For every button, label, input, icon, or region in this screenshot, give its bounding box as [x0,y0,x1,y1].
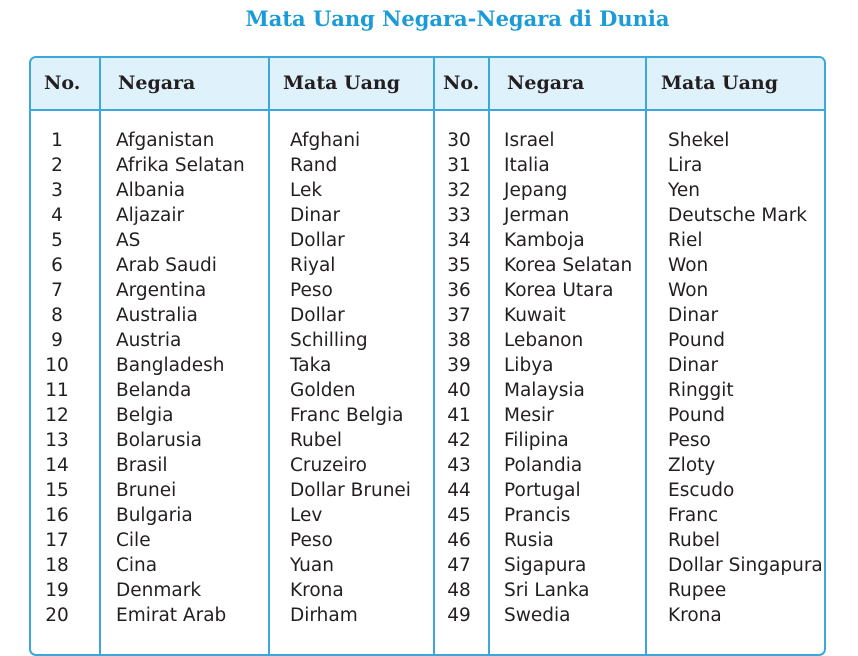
right-no-cell: 40 [447,380,471,401]
right-country-cell: Israel [504,130,555,151]
right-country-cell: Libya [504,355,554,376]
right-country-cell: Portugal [504,480,581,501]
left-country-cell: Australia [116,305,198,326]
header-no-left: No. [44,72,81,94]
table-row [31,553,824,578]
left-currency-cell: Dinar [290,205,341,226]
right-no-cell: 41 [447,405,471,426]
right-no-cell: 37 [447,305,471,326]
right-country-cell: Sigapura [504,555,587,576]
right-country-cell: Korea Utara [504,280,614,301]
right-currency-cell: Dinar [668,355,719,376]
left-currency-cell: Krona [290,580,344,601]
left-country-cell: Cina [116,555,158,576]
right-no-cell: 36 [447,280,471,301]
right-no-cell: 49 [447,605,471,626]
right-currency-cell: Ringgit [668,380,734,401]
header-no-right: No. [443,72,480,94]
right-country-cell: Korea Selatan [504,255,633,276]
left-no-cell: 8 [51,305,63,326]
left-country-cell: Afrika Selatan [116,155,245,176]
table-body [31,128,824,628]
left-no-cell: 20 [45,605,69,626]
right-country-cell: Kuwait [504,305,566,326]
left-currency-cell: Schilling [290,330,368,351]
left-country-cell: Argentina [116,280,207,301]
left-no-cell: 13 [45,430,69,451]
left-no-cell: 4 [51,205,63,226]
left-no-cell: 15 [45,480,69,501]
left-no-cell: 1 [51,130,63,151]
left-country-cell: Denmark [116,580,202,601]
right-currency-cell: Dollar Singapura [668,555,823,576]
right-country-cell: Kamboja [504,230,585,251]
table-row [31,403,824,428]
currency-table [29,56,826,656]
left-no-cell: 19 [45,580,69,601]
header-country-right: Negara [507,72,585,94]
table-row [31,153,824,178]
header-country-left: Negara [118,72,196,94]
table-row [31,503,824,528]
table-row [31,603,824,628]
right-currency-cell: Won [668,280,709,301]
table-row [31,453,824,478]
right-currency-cell: Deutsche Mark [668,205,808,226]
right-currency-cell: Rupee [668,580,727,601]
right-currency-cell: Yen [668,180,700,201]
left-currency-cell: Rubel [290,430,343,451]
table-row [31,428,824,453]
left-no-cell: 11 [45,380,69,401]
left-no-cell: 12 [45,405,69,426]
left-currency-cell: Cruzeiro [290,455,367,476]
left-no-cell: 16 [45,505,69,526]
right-currency-cell: Rubel [668,530,721,551]
left-no-cell: 2 [51,155,63,176]
left-currency-cell: Dollar [290,305,345,326]
table-header [31,58,824,111]
left-country-cell: Bolarusia [116,430,202,451]
left-no-cell: 9 [51,330,63,351]
left-no-cell: 6 [51,255,63,276]
right-country-cell: Mesir [504,405,554,426]
table-row [31,303,824,328]
left-currency-cell: Rand [290,155,338,176]
right-no-cell: 34 [447,230,471,251]
left-country-cell: Brunei [116,480,177,501]
left-no-cell: 5 [51,230,63,251]
left-no-cell: 10 [45,355,69,376]
left-country-cell: Emirat Arab [116,605,227,626]
table-row [31,528,824,553]
left-country-cell: Belgia [116,405,174,426]
right-no-cell: 48 [447,580,471,601]
left-currency-cell: Riyal [290,255,336,276]
left-currency-cell: Yuan [290,555,334,576]
right-country-cell: Sri Lanka [504,580,590,601]
right-currency-cell: Franc [668,505,719,526]
left-currency-cell: Afghani [290,130,361,151]
left-country-cell: Austria [116,330,182,351]
right-currency-cell: Zloty [668,455,716,476]
table-row [31,578,824,603]
table-row [31,228,824,253]
left-country-cell: Arab Saudi [116,255,217,276]
left-currency-cell: Lev [290,505,323,526]
right-currency-cell: Shekel [668,130,730,151]
table-row [31,378,824,403]
right-country-cell: Filipina [504,430,569,451]
right-no-cell: 30 [447,130,471,151]
right-country-cell: Jepang [504,180,568,201]
table-row [31,253,824,278]
left-currency-cell: Peso [290,530,333,551]
right-currency-cell: Krona [668,605,722,626]
right-no-cell: 46 [447,530,471,551]
left-currency-cell: Peso [290,280,333,301]
right-no-cell: 45 [447,505,471,526]
left-country-cell: Cile [116,530,151,551]
right-no-cell: 32 [447,180,471,201]
right-currency-cell: Escudo [668,480,735,501]
right-country-cell: Jerman [504,205,570,226]
right-no-cell: 42 [447,430,471,451]
left-country-cell: Aljazair [116,205,185,226]
left-country-cell: Afganistan [116,130,215,151]
right-currency-cell: Won [668,255,709,276]
right-no-cell: 38 [447,330,471,351]
right-no-cell: 31 [447,155,471,176]
right-no-cell: 39 [447,355,471,376]
right-country-cell: Rusia [504,530,554,551]
header-currency-right: Mata Uang [661,72,779,94]
left-currency-cell: Dollar Brunei [290,480,411,501]
right-currency-cell: Riel [668,230,703,251]
left-no-cell: 3 [51,180,63,201]
right-no-cell: 47 [447,555,471,576]
right-country-cell: Swedia [504,605,571,626]
left-currency-cell: Franc Belgia [290,405,404,426]
left-country-cell: Belanda [116,380,192,401]
left-country-cell: Bulgaria [116,505,193,526]
left-no-cell: 17 [45,530,69,551]
table-row [31,353,824,378]
left-currency-cell: Taka [290,355,332,376]
left-no-cell: 7 [51,280,63,301]
right-country-cell: Polandia [504,455,583,476]
right-country-cell: Prancis [504,505,571,526]
left-country-cell: Albania [116,180,186,201]
table-row [31,478,824,503]
left-no-cell: 14 [45,455,69,476]
left-currency-cell: Dirham [290,605,358,626]
right-country-cell: Malaysia [504,380,585,401]
right-currency-cell: Peso [668,430,711,451]
right-no-cell: 35 [447,255,471,276]
right-no-cell: 44 [447,480,471,501]
table-row [31,328,824,353]
left-currency-cell: Golden [290,380,356,401]
right-currency-cell: Lira [668,155,703,176]
right-country-cell: Lebanon [504,330,584,351]
header-currency-left: Mata Uang [283,72,401,94]
right-currency-cell: Pound [668,405,726,426]
right-currency-cell: Dinar [668,305,719,326]
left-country-cell: Brasil [116,455,168,476]
table-row [31,278,824,303]
table-row [31,128,824,153]
left-country-cell: AS [116,230,141,251]
right-no-cell: 33 [447,205,471,226]
left-currency-cell: Lek [290,180,323,201]
right-currency-cell: Pound [668,330,726,351]
table-row [31,178,824,203]
right-no-cell: 43 [447,455,471,476]
page-title: Mata Uang Negara-Negara di Dunia [245,6,670,31]
left-currency-cell: Dollar [290,230,345,251]
right-country-cell: Italia [504,155,550,176]
left-country-cell: Bangladesh [116,355,225,376]
table-row [31,203,824,228]
left-no-cell: 18 [45,555,69,576]
